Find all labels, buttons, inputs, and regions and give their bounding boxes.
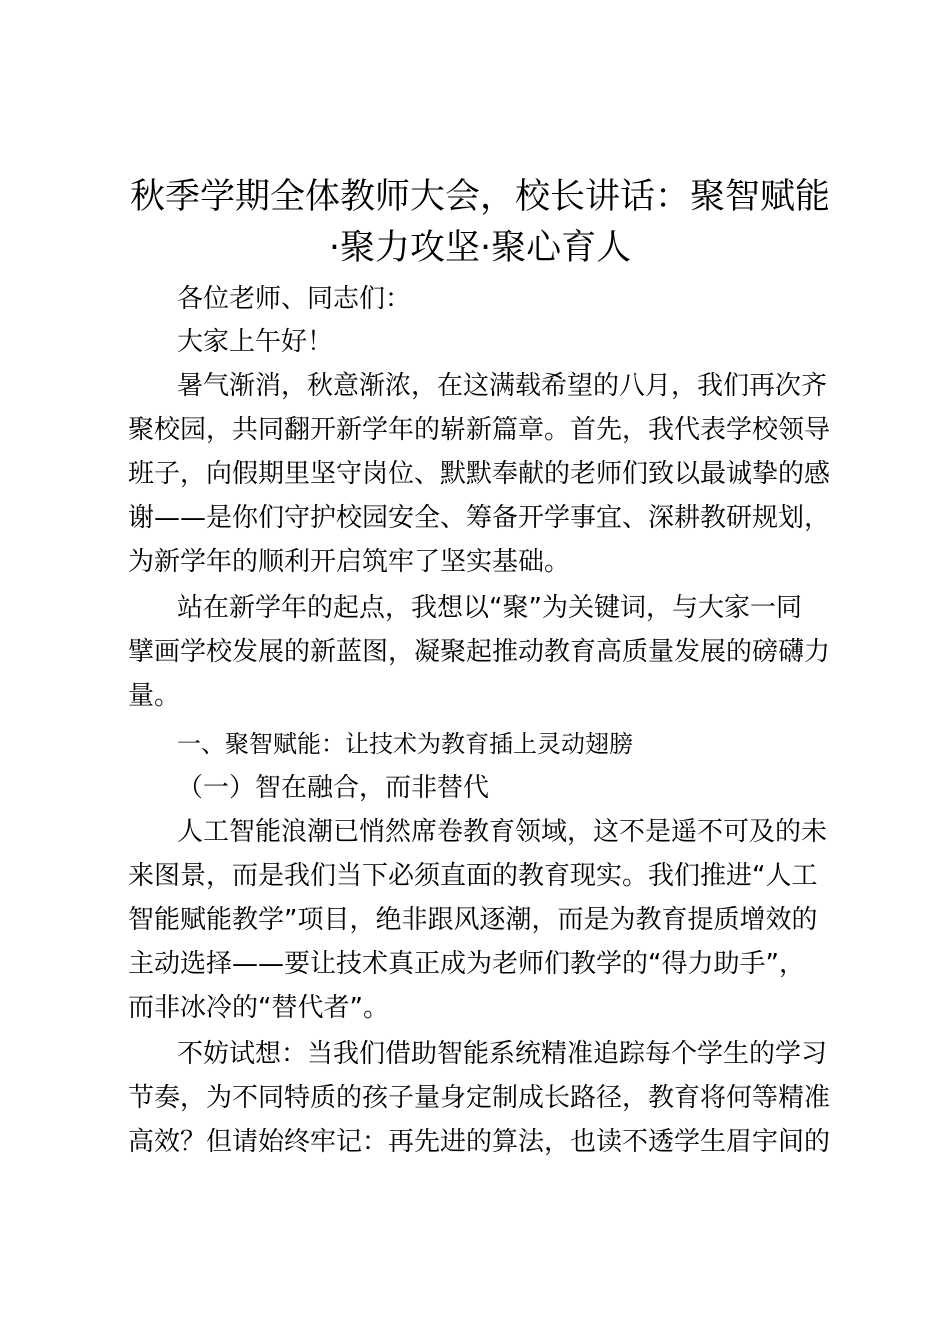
paragraph-3-line-4: 主动选择——要让技术真正成为老师们教学的“得力助手”， [128, 949, 805, 979]
subsection-1-heading: （一）智在融合，而非替代 [177, 773, 490, 803]
section-1-heading: 一、聚智赋能：让技术为教育插上灵动翅膀 [177, 730, 633, 758]
paragraph-1-line-1: 暑气渐消，秋意渐浓，在这满载希望的八月，我们再次齐 [177, 371, 828, 401]
paragraph-4-line-3: 高效？但请始终牢记：再先进的算法，也读不透学生眉宇间的 [128, 1127, 831, 1157]
greeting: 大家上午好！ [177, 327, 334, 357]
paragraph-3-line-2: 来图景，而是我们当下必须直面的教育现实。我们推进“人工 [128, 861, 818, 891]
document-title-line-2: ·聚力攻坚·聚心育人 [328, 228, 632, 268]
paragraph-4-line-2: 节奏，为不同特质的孩子量身定制成长路径，教育将何等精准 [128, 1083, 831, 1113]
paragraph-1-line-2: 聚校园，共同翻开新学年的崭新篇章。首先，我代表学校领导 [128, 415, 831, 445]
paragraph-1-line-4: 谢——是你们守护校园安全、筹备开学事宜、深耕教研规划， [128, 503, 831, 533]
paragraph-2-line-3: 量。 [128, 681, 181, 711]
paragraph-3-line-1: 人工智能浪潮已悄然席卷教育领域，这不是遥不可及的未 [177, 817, 828, 847]
paragraph-2-line-1: 站在新学年的起点，我想以“聚”为关键词，与大家一同 [177, 593, 802, 623]
paragraph-4-line-1: 不妨试想：当我们借助智能系统精准追踪每个学生的学习 [177, 1039, 828, 1069]
paragraph-1-line-3: 班子，向假期里坚守岗位、默默奉献的老师们致以最诚挚的感 [128, 459, 831, 489]
paragraph-2-line-2: 擘画学校发展的新蓝图，凝聚起推动教育高质量发展的磅礴力 [128, 637, 831, 667]
salutation: 各位老师、同志们： [177, 284, 412, 314]
paragraph-3-line-3: 智能赋能教学”项目，绝非跟风逐潮，而是为教育提质增效的 [128, 905, 818, 935]
paragraph-3-line-5: 而非冰冷的“替代者”。 [128, 993, 389, 1023]
paragraph-1-line-5: 为新学年的顺利开启筑牢了坚实基础。 [128, 547, 571, 577]
document-title-line-1: 秋季学期全体教师大会，校长讲话：聚智赋能 [129, 177, 830, 217]
